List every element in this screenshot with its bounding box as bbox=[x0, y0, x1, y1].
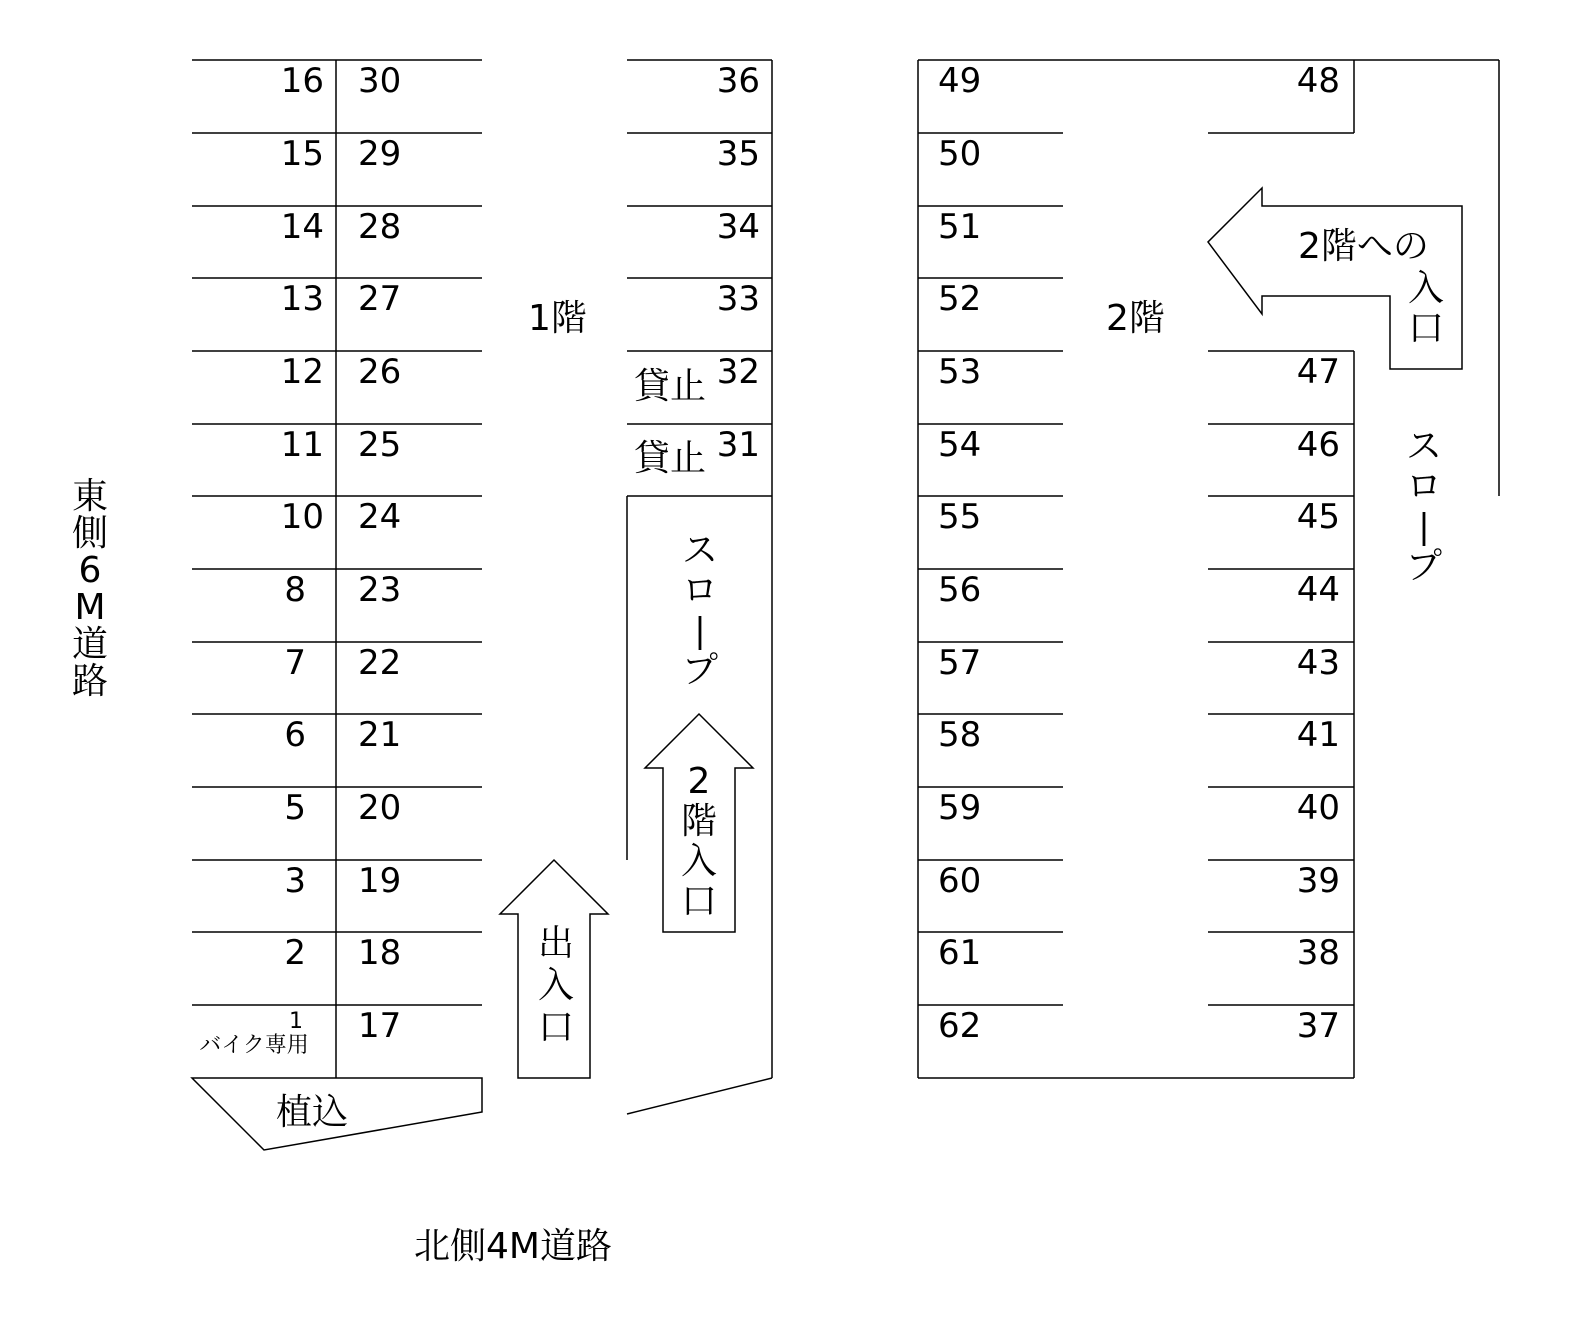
vertical-glyph: ロ bbox=[681, 570, 719, 611]
space-number: 46 bbox=[1296, 425, 1340, 465]
space-number: 59 bbox=[938, 788, 982, 828]
space-number: 17 bbox=[358, 1006, 402, 1046]
space-number: 48 bbox=[1296, 61, 1340, 101]
vertical-glyph: 口 bbox=[680, 881, 718, 922]
space-number: 18 bbox=[358, 933, 402, 973]
space-number: 8 bbox=[284, 570, 306, 610]
space-number: 37 bbox=[1296, 1006, 1340, 1046]
vertical-glyph: ロ bbox=[1405, 466, 1443, 507]
vertical-glyph: 口 bbox=[537, 1007, 575, 1048]
vertical-glyph: 6 bbox=[78, 550, 102, 591]
space-number: 13 bbox=[280, 279, 324, 319]
vertical-glyph: プ bbox=[681, 650, 719, 691]
space-number: 39 bbox=[1296, 861, 1340, 901]
space-number: 45 bbox=[1296, 497, 1340, 537]
space-number: 49 bbox=[938, 61, 982, 101]
space-number: 25 bbox=[358, 425, 402, 465]
space-number: 10 bbox=[280, 497, 324, 537]
space-number: 24 bbox=[358, 497, 402, 537]
space-number: 11 bbox=[280, 425, 324, 465]
space-number: 27 bbox=[358, 279, 402, 319]
space-number: 58 bbox=[938, 715, 982, 755]
space-number: 34 bbox=[716, 207, 760, 247]
space-number: 7 bbox=[284, 643, 306, 683]
space-number: 5 bbox=[284, 788, 306, 828]
space-number: 55 bbox=[938, 497, 982, 537]
space-number: 30 bbox=[358, 61, 402, 101]
vertical-glyph: M bbox=[74, 587, 106, 628]
space-number: 62 bbox=[938, 1006, 982, 1046]
space-number: 19 bbox=[358, 861, 402, 901]
vertical-glyph: 入 bbox=[680, 841, 718, 882]
vertical-glyph: プ bbox=[1405, 546, 1443, 587]
vertical-glyph: 階 bbox=[680, 801, 718, 842]
floor2-entrance-label-line2: 入 bbox=[1407, 268, 1445, 309]
space-number: 40 bbox=[1296, 788, 1340, 828]
vertical-glyph: 道 bbox=[71, 624, 109, 665]
space-number: 31 bbox=[716, 425, 760, 465]
vertical-glyph: ス bbox=[1405, 426, 1443, 467]
planting-label: 植込 bbox=[276, 1092, 349, 1133]
space-number: 6 bbox=[284, 715, 306, 755]
reserved-label: 貸止 bbox=[634, 438, 707, 479]
space-number: 51 bbox=[938, 207, 982, 247]
space-number: 44 bbox=[1296, 570, 1340, 610]
space-number: 28 bbox=[358, 207, 402, 247]
vertical-glyph: 路 bbox=[71, 661, 109, 702]
space-number: 38 bbox=[1296, 933, 1340, 973]
space-number: 35 bbox=[716, 134, 760, 174]
space-number: 32 bbox=[716, 352, 760, 392]
bike-only-label: バイク専用 bbox=[199, 1033, 309, 1058]
space-number: 36 bbox=[716, 61, 760, 101]
space-number: 60 bbox=[938, 861, 982, 901]
space-number: 47 bbox=[1296, 352, 1340, 392]
vertical-glyph: 側 bbox=[71, 513, 109, 554]
space-number: 33 bbox=[716, 279, 760, 319]
space-number: 57 bbox=[938, 643, 982, 683]
vertical-glyph: | bbox=[694, 611, 706, 651]
space-number: 21 bbox=[358, 715, 402, 755]
floor1-label: 1階 bbox=[528, 298, 587, 339]
space-number: 41 bbox=[1296, 715, 1340, 755]
space-number: 56 bbox=[938, 570, 982, 610]
vertical-glyph: 入 bbox=[537, 965, 575, 1006]
space-number: 12 bbox=[280, 352, 324, 392]
north-road-label: 北側4M道路 bbox=[414, 1226, 612, 1267]
space-number: 54 bbox=[938, 425, 982, 465]
reserved-label: 貸止 bbox=[634, 366, 707, 407]
floor2-entrance-label-line3: 口 bbox=[1407, 308, 1445, 349]
vertical-glyph: 東 bbox=[71, 476, 109, 517]
space-number: 50 bbox=[938, 134, 982, 174]
space-number: 15 bbox=[280, 134, 324, 174]
space-number: 1 bbox=[289, 1009, 303, 1034]
space-number: 2 bbox=[284, 933, 306, 973]
space-number: 14 bbox=[280, 207, 324, 247]
space-number: 53 bbox=[938, 352, 982, 392]
space-number: 61 bbox=[938, 933, 982, 973]
floor2-entrance-label-line1: 2階への bbox=[1298, 226, 1429, 267]
space-number: 29 bbox=[358, 134, 402, 174]
vertical-glyph: | bbox=[1418, 507, 1430, 547]
vertical-glyph: 出 bbox=[537, 923, 575, 964]
space-number: 26 bbox=[358, 352, 402, 392]
space-number: 52 bbox=[938, 279, 982, 319]
space-number: 16 bbox=[280, 61, 324, 101]
space-number: 22 bbox=[358, 643, 402, 683]
space-number: 23 bbox=[358, 570, 402, 610]
floor2-label: 2階 bbox=[1106, 298, 1165, 339]
vertical-glyph: ス bbox=[681, 530, 719, 571]
space-number: 3 bbox=[284, 861, 306, 901]
space-number: 20 bbox=[358, 788, 402, 828]
vertical-glyph: 2 bbox=[687, 761, 711, 802]
space-number: 43 bbox=[1296, 643, 1340, 683]
